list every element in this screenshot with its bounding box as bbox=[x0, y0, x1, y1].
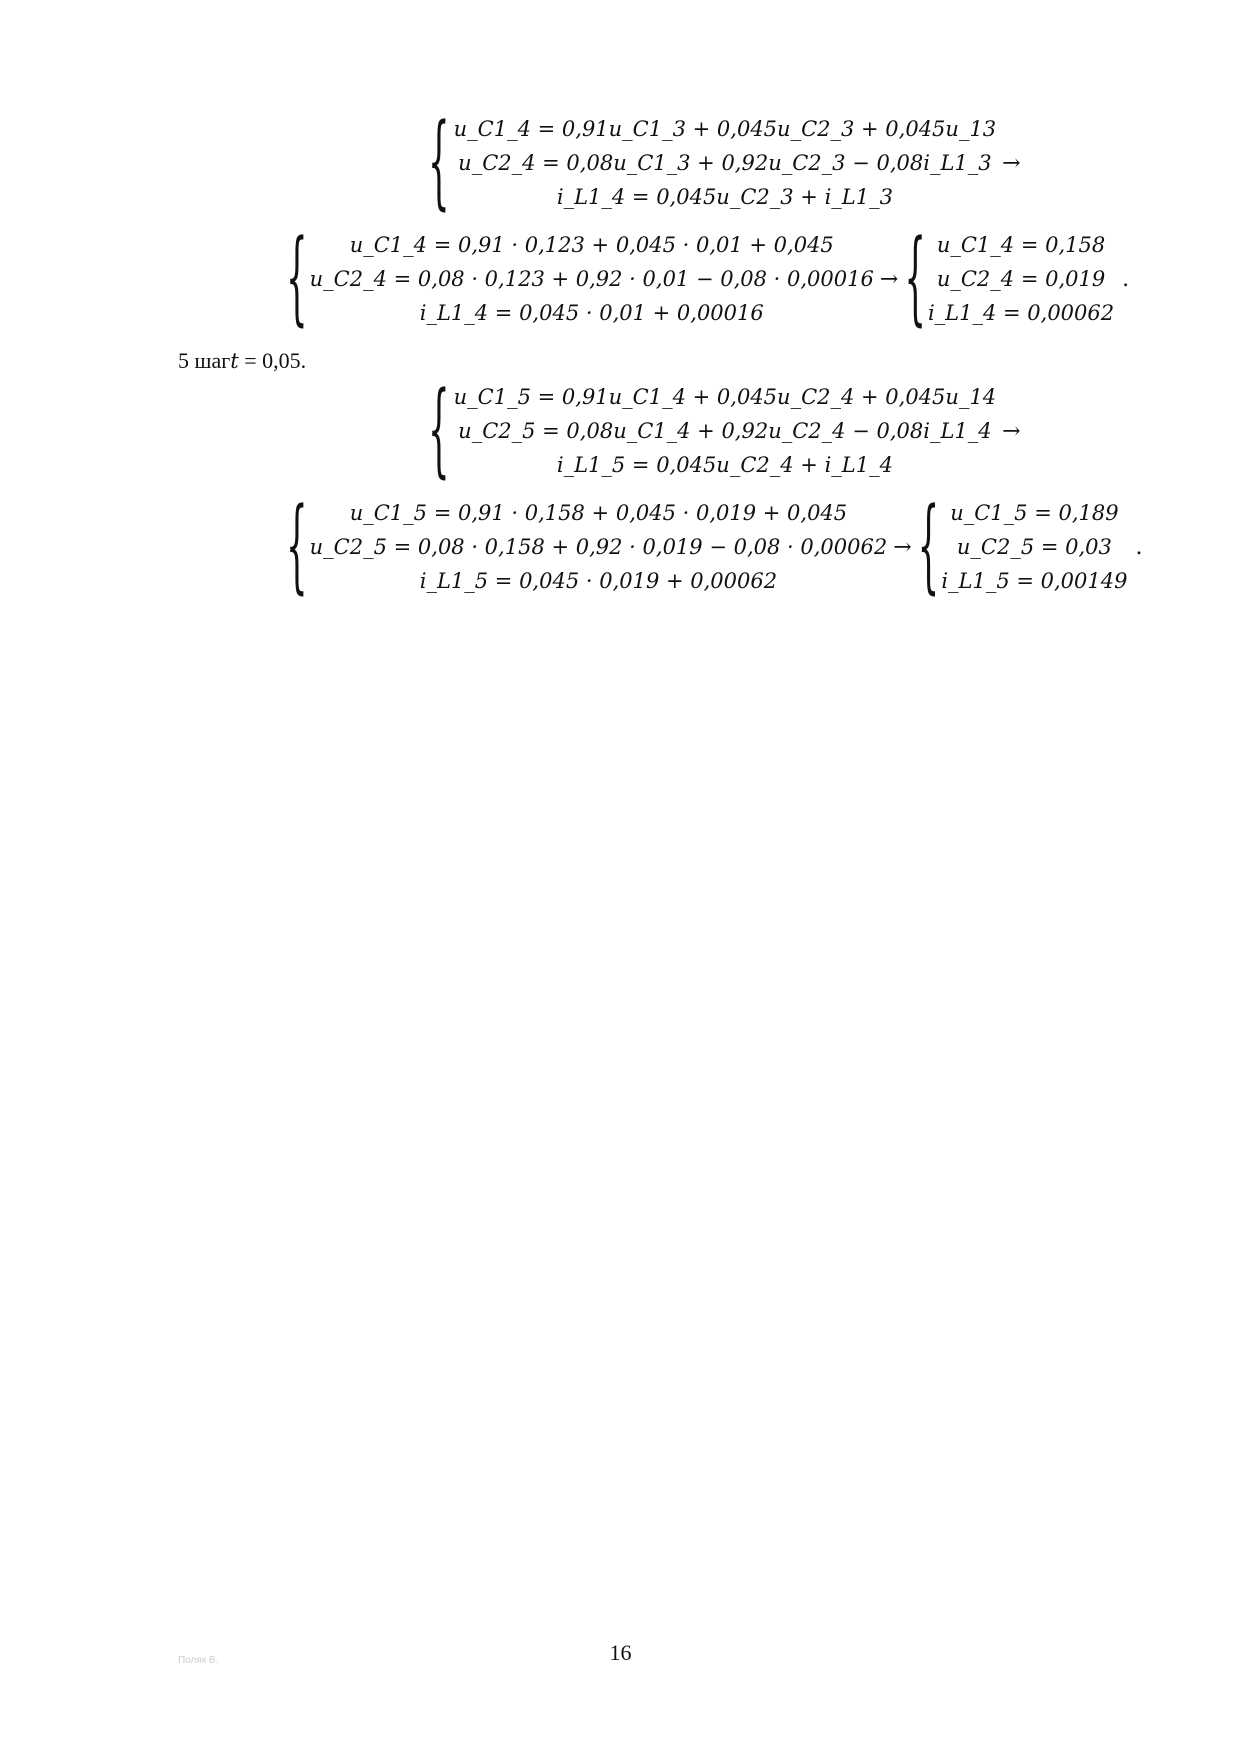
equation-line: i_L1_4 = 0,045u_C2_3 + i_L1_3 bbox=[556, 185, 893, 209]
result-line: u_C2_4 = 0,019 bbox=[936, 267, 1106, 291]
equation-line: u_C1_5 = 0,91 · 0,158 + 0,045 · 0,019 + 0,045 bbox=[349, 501, 848, 525]
equation-system-5-symbolic bbox=[428, 371, 1027, 491]
period: . bbox=[1135, 534, 1143, 560]
time-variable: t bbox=[230, 349, 239, 373]
arrow-icon: → bbox=[1002, 150, 1021, 176]
step-label bbox=[178, 348, 306, 374]
equation-line: u_C2_4 = 0,08 · 0,123 + 0,92 · 0,01 − 0,08 · 0,00016 bbox=[309, 267, 874, 291]
result-line: u_C1_5 = 0,189 bbox=[950, 501, 1119, 525]
equation-system-4-symbolic bbox=[428, 103, 1027, 223]
watermark: Поляк В. bbox=[178, 1655, 219, 1666]
equation-line: u_C2_5 = 0,08u_C1_4 + 0,92u_C2_4 − 0,08i_L1_4 bbox=[458, 419, 992, 443]
page-number: 16 bbox=[609, 1640, 632, 1665]
equation-line: i_L1_5 = 0,045u_C2_4 + i_L1_4 bbox=[556, 453, 893, 477]
equation-line: u_C2_4 = 0,08u_C1_3 + 0,92u_C2_3 − 0,08i_L1_3 bbox=[458, 151, 992, 175]
left-brace: { bbox=[428, 103, 450, 223]
equation-line: u_C1_4 = 0,91 · 0,123 + 0,045 · 0,01 + 0,045 bbox=[349, 233, 834, 257]
equation-line: u_C1_5 = 0,91u_C1_4 + 0,045u_C2_4 + 0,045u_14 bbox=[453, 385, 997, 409]
period: . bbox=[1122, 266, 1130, 292]
equation-line: i_L1_4 = 0,045 · 0,01 + 0,00016 bbox=[419, 301, 764, 325]
result-line: u_C2_5 = 0,03 bbox=[956, 535, 1112, 559]
left-brace: { bbox=[286, 487, 308, 607]
left-brace: { bbox=[917, 487, 940, 607]
arrow-icon: → bbox=[879, 266, 899, 292]
left-brace: { bbox=[428, 371, 450, 491]
left-brace: { bbox=[904, 219, 926, 339]
equation-system-4-numeric bbox=[286, 219, 1130, 339]
equation-system-5-numeric bbox=[286, 487, 1143, 607]
result-line: i_L1_5 = 0,00149 bbox=[941, 569, 1128, 593]
result-line: i_L1_4 = 0,00062 bbox=[927, 301, 1115, 325]
time-value: = 0,05. bbox=[238, 348, 307, 373]
equation-line: u_C2_5 = 0,08 · 0,158 + 0,92 · 0,019 − 0,08 · 0,00062 bbox=[309, 535, 888, 559]
equation-line: i_L1_5 = 0,045 · 0,019 + 0,00062 bbox=[419, 569, 778, 593]
arrow-icon: → bbox=[893, 534, 912, 560]
equation-line: u_C1_4 = 0,91u_C1_3 + 0,045u_C2_3 + 0,045u_13 bbox=[453, 117, 997, 141]
step-text: 5 шаг bbox=[178, 348, 231, 373]
left-brace: { bbox=[286, 219, 308, 339]
arrow-icon: → bbox=[1002, 418, 1021, 444]
result-line: u_C1_4 = 0,158 bbox=[936, 233, 1106, 257]
